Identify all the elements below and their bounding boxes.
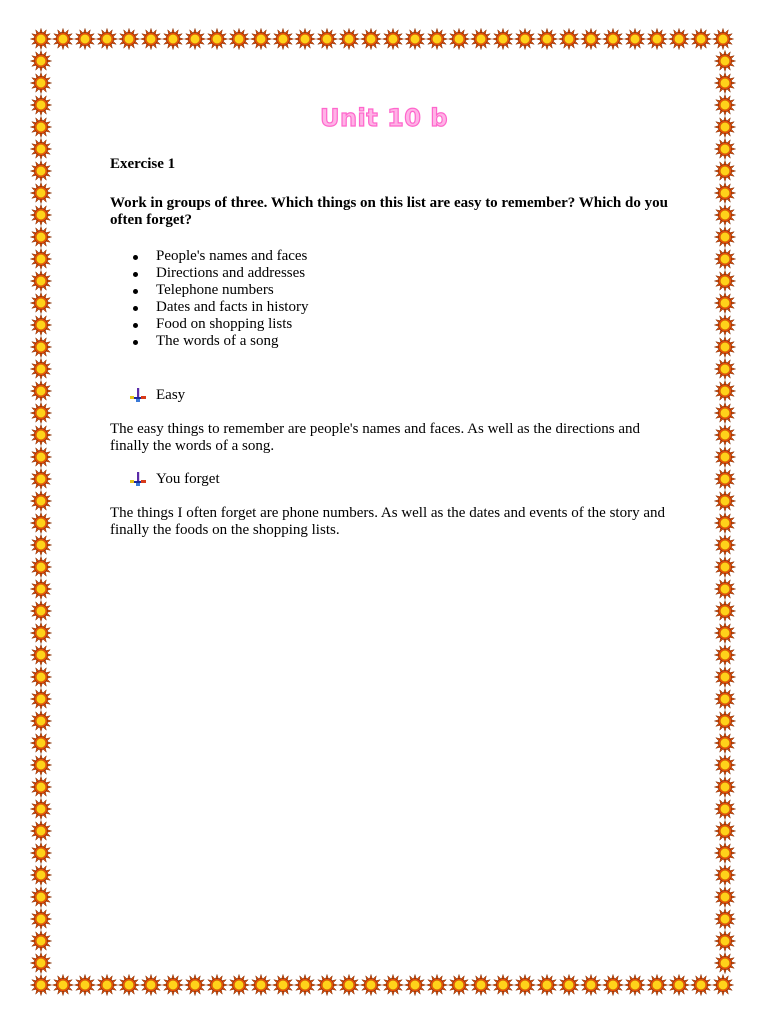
sun-icon <box>30 138 52 160</box>
section-easy-paragraph: The easy things to remember are people's names and faces. As well as the directions and finally the words of a song. <box>110 421 641 454</box>
sun-icon <box>228 28 250 50</box>
sun-icon <box>30 402 52 424</box>
sun-icon <box>690 28 712 50</box>
sun-icon <box>162 28 184 50</box>
sun-icon <box>714 468 736 490</box>
sun-icon <box>714 490 736 512</box>
sun-icon <box>714 952 736 974</box>
sun-icon <box>316 28 338 50</box>
sun-icon <box>714 886 736 908</box>
sun-icon <box>426 974 448 996</box>
sun-icon <box>714 512 736 534</box>
border-right <box>714 50 736 974</box>
sun-icon <box>712 28 734 50</box>
sun-icon <box>30 160 52 182</box>
sun-icon <box>404 28 426 50</box>
section-easy-heading <box>110 387 670 404</box>
sun-icon <box>382 974 404 996</box>
sun-icon <box>30 292 52 314</box>
sun-icon <box>228 974 250 996</box>
sun-icon <box>30 732 52 754</box>
exercise-label: Exercise 1 <box>110 156 176 172</box>
sun-icon <box>30 666 52 688</box>
sun-icon <box>30 886 52 908</box>
sun-icon <box>714 644 736 666</box>
sun-icon <box>714 622 736 644</box>
sun-icon <box>714 556 736 578</box>
sun-icon <box>714 754 736 776</box>
sun-icon <box>426 28 448 50</box>
sun-icon <box>714 578 736 600</box>
sun-icon <box>714 314 736 336</box>
sun-icon <box>30 424 52 446</box>
sun-icon <box>714 798 736 820</box>
sun-icon <box>714 292 736 314</box>
sun-icon <box>140 974 162 996</box>
sun-icon <box>492 28 514 50</box>
sun-icon <box>580 974 602 996</box>
sun-icon <box>30 446 52 468</box>
sun-icon <box>714 50 736 72</box>
sun-icon <box>250 974 272 996</box>
sun-icon <box>714 666 736 688</box>
sun-icon <box>74 28 96 50</box>
sun-icon <box>52 974 74 996</box>
sun-icon <box>30 974 52 996</box>
sun-icon <box>602 28 624 50</box>
sun-icon <box>714 732 736 754</box>
border-top <box>30 28 734 50</box>
sun-icon <box>714 270 736 292</box>
sun-icon <box>30 798 52 820</box>
sun-icon <box>646 974 668 996</box>
list-item: People's names and faces <box>156 248 670 265</box>
sun-icon <box>30 358 52 380</box>
section-heading: Easy <box>156 387 186 403</box>
sun-icon <box>382 28 404 50</box>
sun-icon <box>448 28 470 50</box>
section-forget-paragraph: The things I often forget are phone numbers. As well as the dates and events of the story and finally the foods on the shopping lists. <box>110 505 665 538</box>
bullet-list <box>110 248 670 350</box>
sun-icon <box>30 50 52 72</box>
sun-icon <box>30 952 52 974</box>
sun-icon <box>140 28 162 50</box>
page-title: Unit 10 b <box>319 104 449 132</box>
sun-icon <box>30 710 52 732</box>
sun-icon <box>714 72 736 94</box>
sun-icon <box>470 974 492 996</box>
section-heading: You forget <box>156 471 220 487</box>
sun-icon <box>96 28 118 50</box>
sun-icon <box>714 138 736 160</box>
sun-icon <box>30 644 52 666</box>
sun-icon <box>624 28 646 50</box>
sun-icon <box>30 28 52 50</box>
pushpin-icon <box>130 388 146 402</box>
sun-icon <box>714 710 736 732</box>
sun-icon <box>714 402 736 424</box>
sun-icon <box>714 160 736 182</box>
list-item: Directions and addresses <box>156 265 670 282</box>
sun-icon <box>96 974 118 996</box>
sun-icon <box>30 226 52 248</box>
sun-icon <box>30 314 52 336</box>
border-bottom <box>30 974 734 996</box>
sun-icon <box>714 864 736 886</box>
sun-icon <box>30 864 52 886</box>
sun-icon <box>712 974 734 996</box>
sun-icon <box>714 842 736 864</box>
sun-icon <box>668 28 690 50</box>
sun-icon <box>448 974 470 996</box>
sun-icon <box>714 380 736 402</box>
sun-icon <box>30 622 52 644</box>
sun-icon <box>602 974 624 996</box>
sun-icon <box>514 28 536 50</box>
sun-icon <box>714 930 736 952</box>
sun-icon <box>714 534 736 556</box>
sun-icon <box>714 226 736 248</box>
sun-icon <box>360 28 382 50</box>
sun-icon <box>294 28 316 50</box>
sun-icon <box>30 534 52 556</box>
sun-icon <box>558 974 580 996</box>
sun-icon <box>714 688 736 710</box>
sun-icon <box>30 776 52 798</box>
sun-icon <box>668 974 690 996</box>
pushpin-icon <box>130 472 146 486</box>
sun-icon <box>714 248 736 270</box>
sun-icon <box>714 446 736 468</box>
sun-icon <box>646 28 668 50</box>
sun-icon <box>30 490 52 512</box>
sun-icon <box>690 974 712 996</box>
exercise-instructions: Work in groups of three. Which things on this list are easy to remember? Which do you often forget? <box>110 195 668 228</box>
sun-icon <box>714 182 736 204</box>
sun-icon <box>338 28 360 50</box>
sun-icon <box>360 974 382 996</box>
document-body <box>110 156 670 539</box>
sun-icon <box>30 600 52 622</box>
sun-icon <box>184 28 206 50</box>
sun-icon <box>714 600 736 622</box>
sun-icon <box>162 974 184 996</box>
sun-icon <box>30 72 52 94</box>
sun-icon <box>714 908 736 930</box>
sun-icon <box>30 468 52 490</box>
sun-icon <box>30 380 52 402</box>
sun-icon <box>714 820 736 842</box>
list-item: Telephone numbers <box>156 282 670 299</box>
sun-icon <box>30 820 52 842</box>
sun-icon <box>184 974 206 996</box>
sun-icon <box>558 28 580 50</box>
sun-icon <box>30 204 52 226</box>
sun-icon <box>536 974 558 996</box>
list-item: Dates and facts in history <box>156 299 670 316</box>
list-item: Food on shopping lists <box>156 316 670 333</box>
sun-icon <box>404 974 426 996</box>
sun-icon <box>250 28 272 50</box>
sun-icon <box>272 28 294 50</box>
sun-icon <box>470 28 492 50</box>
sun-icon <box>30 688 52 710</box>
sun-icon <box>272 974 294 996</box>
sun-icon <box>30 556 52 578</box>
sun-icon <box>30 248 52 270</box>
sun-icon <box>714 424 736 446</box>
sun-icon <box>492 974 514 996</box>
sun-icon <box>316 974 338 996</box>
sun-icon <box>714 358 736 380</box>
sun-icon <box>30 754 52 776</box>
sun-icon <box>30 512 52 534</box>
section-forget-heading <box>110 471 670 488</box>
sun-icon <box>30 578 52 600</box>
sun-icon <box>74 974 96 996</box>
sun-icon <box>30 930 52 952</box>
sun-icon <box>206 974 228 996</box>
sun-icon <box>118 974 140 996</box>
sun-icon <box>714 204 736 226</box>
sun-icon <box>206 28 228 50</box>
sun-icon <box>514 974 536 996</box>
list-item: The words of a song <box>156 333 670 350</box>
sun-icon <box>30 182 52 204</box>
sun-icon <box>624 974 646 996</box>
sun-icon <box>30 842 52 864</box>
border-left <box>30 50 52 974</box>
sun-icon <box>536 28 558 50</box>
sun-icon <box>118 28 140 50</box>
sun-icon <box>338 974 360 996</box>
sun-icon <box>30 270 52 292</box>
sun-icon <box>30 908 52 930</box>
sun-icon <box>294 974 316 996</box>
sun-icon <box>52 28 74 50</box>
sun-icon <box>580 28 602 50</box>
sun-icon <box>714 776 736 798</box>
sun-icon <box>30 336 52 358</box>
sun-icon <box>714 336 736 358</box>
